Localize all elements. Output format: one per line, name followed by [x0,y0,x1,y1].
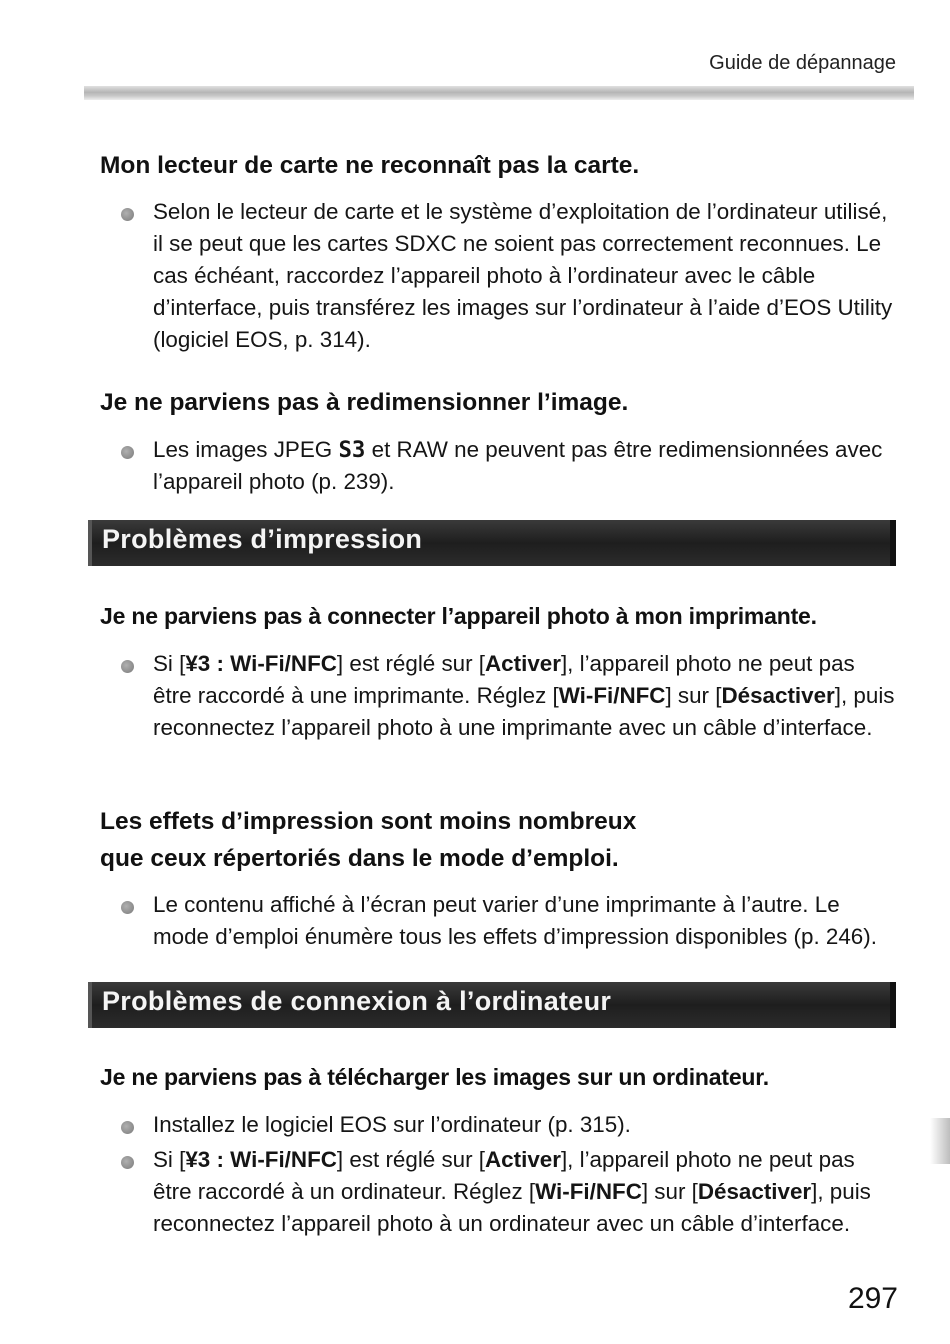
answer-text-part: ], puis reconnectez l’appareil photo à un ordinateur avec un câble d’interface. [153,1179,871,1236]
answer-text-part: Si [ [153,651,186,676]
answer-text [153,648,898,744]
menu-setting-wifi-nfc: ¥3 : Wi-Fi/NFC [185,1147,337,1172]
question-heading-printer-connect: Je ne parviens pas à connecter l’appareil photo à mon imprimante. [100,603,817,629]
question-heading-download-images: Je ne parviens pas à télécharger les images sur un ordinateur. [100,1064,769,1090]
answer-text-part: et RAW ne peuvent pas être redimensionnées avec l’appareil photo (p. 239). [153,437,883,494]
answer-text-part: ] est réglé sur [ [336,651,486,676]
bullet-dot-icon [121,1121,134,1134]
answer-text-part: ], puis reconnectez l’appareil photo à une imprimante avec un câble d’interface. [153,683,895,740]
menu-setting-wifi-nfc: Wi-Fi/NFC [535,1179,642,1204]
page-edge-shadow [930,1118,950,1164]
menu-setting-wifi-nfc: ¥3 : Wi-Fi/NFC [185,651,337,676]
question-heading-resize: Je ne parviens pas à redimensionner l’image. [100,389,629,416]
answer-text [153,434,898,498]
option-enable: Activer [485,651,561,676]
bullet-dot-icon [121,901,134,914]
section-title: Problèmes de connexion à l’ordinateur [102,986,612,1016]
bullet-dot-icon [121,660,134,673]
answer-text [153,1144,898,1240]
answer-text: Selon le lecteur de carte et le système d’exploitation de l’ordinateur utilisé, il se peut que les cartes SDXC ne soient pas correctement reconnues. Le cas échéant, raccordez l’appareil photo à l’ordinateur avec le câble d’interface, puis transférez les images sur l’ordinateur à l’aide d’EOS Utility (logiciel EOS, p. 314). [153,199,893,352]
image-size-s3-symbol: S3 [338,437,366,463]
section-header-printing [88,520,896,566]
answer-text-part: Les images JPEG [153,437,339,462]
header-rule [84,86,914,100]
bullet-dot-icon [121,446,134,459]
section-title: Problèmes d’impression [102,524,423,554]
question-heading-card-reader: Mon lecteur de carte ne reconnaît pas la carte. [100,152,640,179]
answer-text-part: ], l’appareil photo ne peut pas être raccordé à un ordinateur. Réglez [ [153,1147,855,1204]
option-enable: Activer [485,1147,561,1172]
section-header-computer-connection [88,982,896,1028]
bullet-dot-icon [121,208,134,221]
answer-text-part: ] sur [ [665,683,722,708]
question-heading-print-effects [100,803,636,877]
answer-text: Le contenu affiché à l’écran peut varier d’une imprimante à l’autre. Le mode d’emploi énumère tous les effets d’impression disponibles (p. 246). [153,892,877,949]
menu-setting-wifi-nfc: Wi-Fi/NFC [558,683,666,708]
answer-text-part: ] sur [ [641,1179,698,1204]
page-number: 297 [847,1282,898,1315]
heading-line: que ceux répertoriés dans le mode d’emploi. [100,845,619,872]
heading-line: Les effets d’impression sont moins nombreux [100,808,637,835]
answer-text-part: Si [ [153,1147,186,1172]
option-disable: Désactiver [721,683,835,708]
answer-text-part: ] est réglé sur [ [336,1147,486,1172]
option-disable: Désactiver [697,1179,812,1204]
answer-text-part: ], l’appareil photo ne peut pas être raccordé à une imprimante. Réglez [ [153,651,855,708]
bullet-dot-icon [121,1156,134,1169]
answer-text: Installez le logiciel EOS sur l’ordinateur (p. 315). [153,1112,631,1137]
running-header: Guide de dépannage [709,52,896,74]
